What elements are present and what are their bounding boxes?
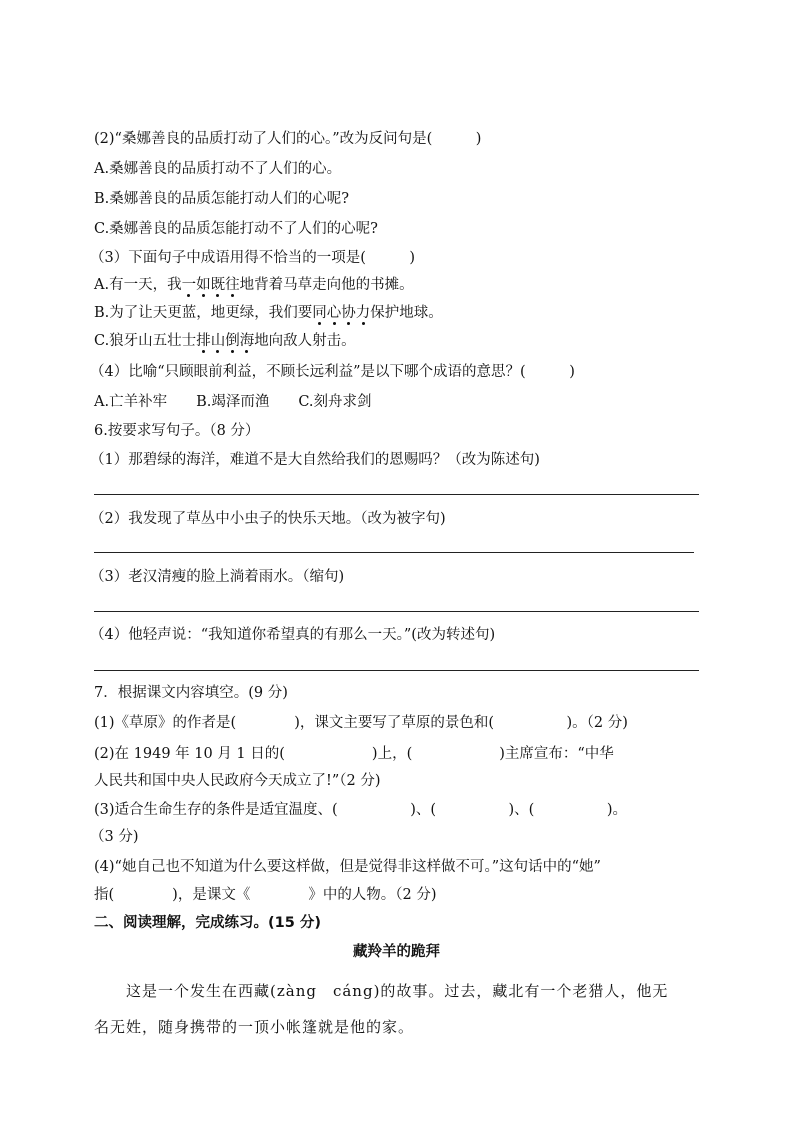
q5-2-option-a: A.桑娜善良的品质打动不了人们的心。 bbox=[94, 161, 342, 177]
q5-2-stem: (2)“桑娜善良的品质打动了人们的心。”改为反问句是( ) bbox=[94, 131, 482, 147]
passage-line-2: 名无姓，随身携带的一顶小帐篷就是他的家。 bbox=[94, 1018, 415, 1036]
q5-4-options: A.亡羊补牢 B.竭泽而渔 C.刻舟求剑 bbox=[94, 394, 372, 410]
q7-line-3: 人民共和国中央人民政府今天成立了!”（2 分) bbox=[94, 773, 381, 789]
q5-2-option-c: C.桑娜善良的品质怎能打动不了人们的心呢? bbox=[94, 221, 378, 237]
q6-title: 6.按要求写句子。（8 分） bbox=[94, 423, 260, 439]
q5-3-option-a: A.有一天，我一如既往地背着马草走向他的书摊。 bbox=[94, 277, 414, 293]
section-2-heading: 二、阅读理解，完成练习。(15 分) bbox=[94, 915, 321, 931]
q7-line-5: （3 分) bbox=[90, 829, 139, 845]
q6-item-4: （4）他轻声说：“我知道你希望真的有那么一天。”(改为转述句) bbox=[90, 627, 496, 643]
q5-3-stem: （3）下面句子中成语用得不恰当的一项是( ) bbox=[90, 250, 416, 266]
q5-2-option-b: B.桑娜善良的品质怎能打动人们的心呢? bbox=[94, 191, 350, 207]
q5-4-stem: （4）比喻“只顾眼前利益，不顾长远利益”是以下哪个成语的意思？( ) bbox=[90, 364, 575, 380]
q6-answer-line-2[interactable] bbox=[94, 552, 694, 553]
q7-line-4: (3)适合生命生存的条件是适宜温度、( )、( )、( )。 bbox=[94, 802, 627, 818]
q6-item-1: （1）那碧绿的海洋，难道不是大自然给我们的恩赐吗？（改为陈述句) bbox=[90, 452, 540, 468]
q7-line-6: (4)“她自己也不知道为什么要这样做，但是觉得非这样做不可。”这句话中的“她” bbox=[94, 859, 601, 875]
passage-line-1: 这是一个发生在西藏(zàng cáng)的故事。过去，藏北有一个老猎人，他无 bbox=[126, 982, 669, 1000]
q6-item-3: （3）老汉清瘦的脸上淌着雨水。（缩句) bbox=[90, 569, 345, 585]
q7-line-7: 指( )，是课文《 》中的人物。（2 分) bbox=[94, 887, 437, 903]
q5-3-option-c: C.狼牙山五壮士排山倒海地向敌人射击。 bbox=[94, 333, 356, 349]
q5-3-option-b: B.为了让天更蓝，地更绿，我们要同心协力保护地球。 bbox=[94, 305, 443, 321]
q6-item-2: （2）我发现了草丛中小虫子的快乐天地。（改为被字句) bbox=[90, 511, 446, 527]
q6-answer-line-4[interactable] bbox=[94, 670, 699, 671]
q7-line-1: (1)《草原》的作者是( )，课文主要写了草原的景色和( )。（2 分) bbox=[94, 715, 628, 731]
q6-answer-line-3[interactable] bbox=[94, 611, 699, 612]
passage-title: 藏羚羊的跪拜 bbox=[353, 944, 440, 960]
q7-line-2: (2)在 1949 年 10 月 1 日的( )上，( )主席宣布：“中华 bbox=[94, 746, 614, 762]
q7-title: 7．根据课文内容填空。(9 分) bbox=[94, 685, 288, 701]
q6-answer-line-1[interactable] bbox=[94, 494, 699, 495]
